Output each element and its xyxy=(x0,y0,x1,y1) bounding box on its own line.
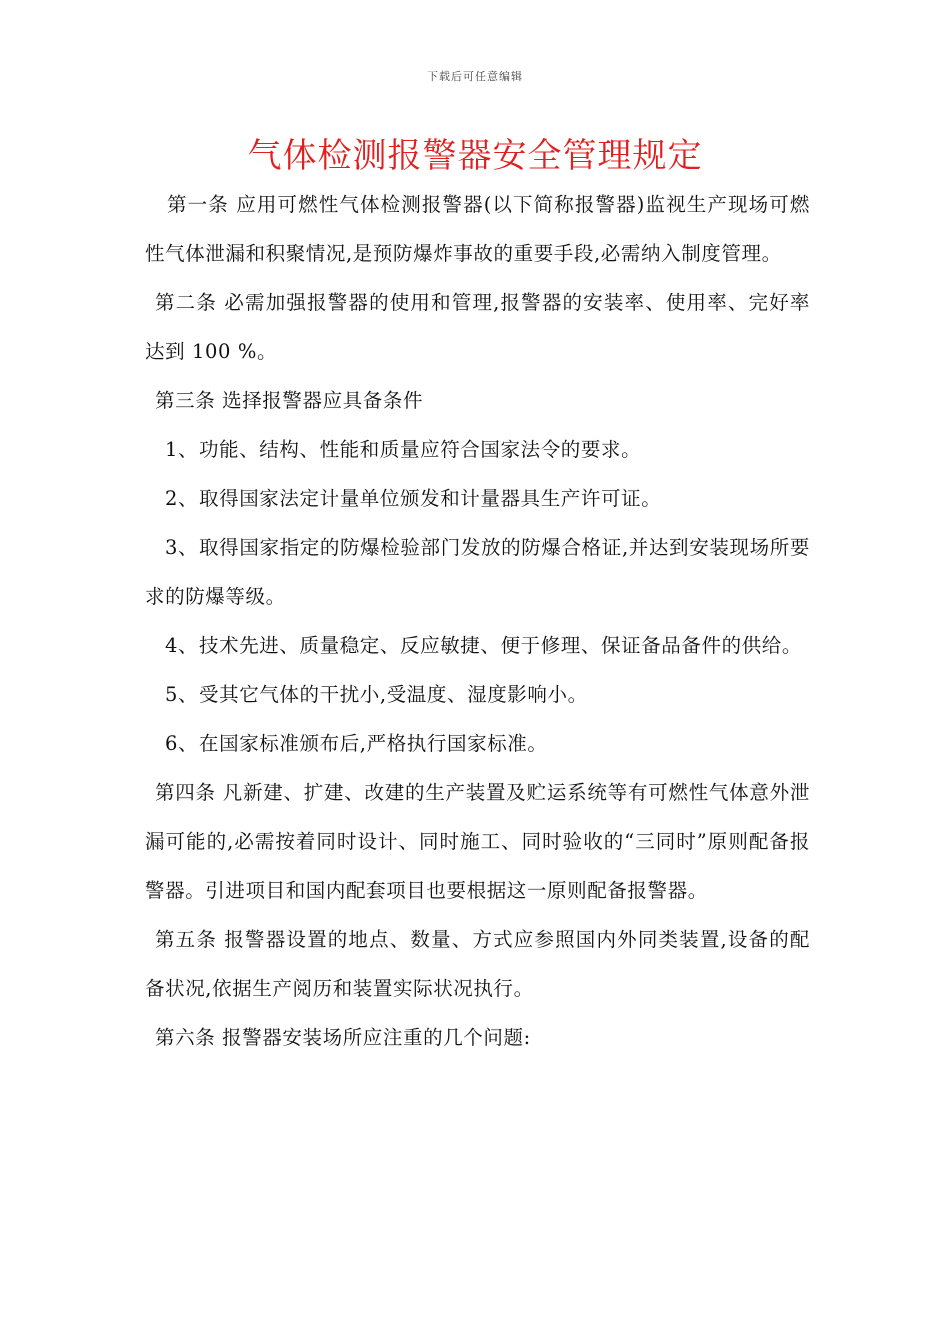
list-item xyxy=(145,474,810,523)
list-item-number: 5、 xyxy=(165,683,199,706)
list-item xyxy=(145,719,810,768)
list-item-number: 2、 xyxy=(165,487,199,510)
list-item-text: 取得国家法定计量单位颁发和计量器具生产许可证。 xyxy=(199,487,662,510)
header-note: 下载后可任意编辑 xyxy=(427,70,523,83)
list-item-text: 功能、结构、性能和质量应符合国家法令的要求。 xyxy=(199,438,642,461)
document-title: 气体检测报警器安全管理规定 xyxy=(247,136,703,176)
list-item xyxy=(145,670,810,719)
list-item xyxy=(145,523,810,621)
list-item-number: 4、 xyxy=(165,634,199,657)
list-item xyxy=(145,425,810,474)
article-1-paragraph: 第一条 应用可燃性气体检测报警器(以下简称报警器)监视生产现场可燃性气体泄漏和积聚情况,是预防爆炸事故的重要手段,必需纳入制度管理。 xyxy=(145,193,810,265)
article-6-paragraph: 第六条 报警器安装场所应注重的几个问题: xyxy=(155,1026,531,1049)
article-2-paragraph: 第二条 必需加强报警器的使用和管理,报警器的安装率、使用率、完好率达到 100 %。 xyxy=(145,291,810,363)
list-item-number: 6、 xyxy=(165,732,199,755)
article-3-paragraph: 第三条 选择报警器应具备条件 xyxy=(155,389,424,412)
document-body xyxy=(145,180,810,1062)
article-5-paragraph: 第五条 报警器设置的地点、数量、方式应参照国内外同类装置,设备的配备状况,依据生产阅历和装置实际状况执行。 xyxy=(145,928,810,1000)
list-item-text: 取得国家指定的防爆检验部门发放的防爆合格证,并达到安装现场所要求的防爆等级。 xyxy=(145,536,810,608)
list-item-text: 受其它气体的干扰小,受温度、湿度影响小。 xyxy=(199,683,588,706)
article-4-paragraph: 第四条 凡新建、扩建、改建的生产装置及贮运系统等有可燃性气体意外泄漏可能的,必需按着同时设计、同时施工、同时验收的“三同时”原则配备报警器。引进项目和国内配套项目也要根据这一原则配备报警器。 xyxy=(145,781,810,902)
list-item-number: 1、 xyxy=(165,438,199,461)
list-item-text: 技术先进、质量稳定、反应敏捷、便于修理、保证备品备件的供给。 xyxy=(199,634,803,657)
list-item-text: 在国家标准颁布后,严格执行国家标准。 xyxy=(199,732,548,755)
list-item xyxy=(145,621,810,670)
list-item-number: 3、 xyxy=(165,536,199,559)
